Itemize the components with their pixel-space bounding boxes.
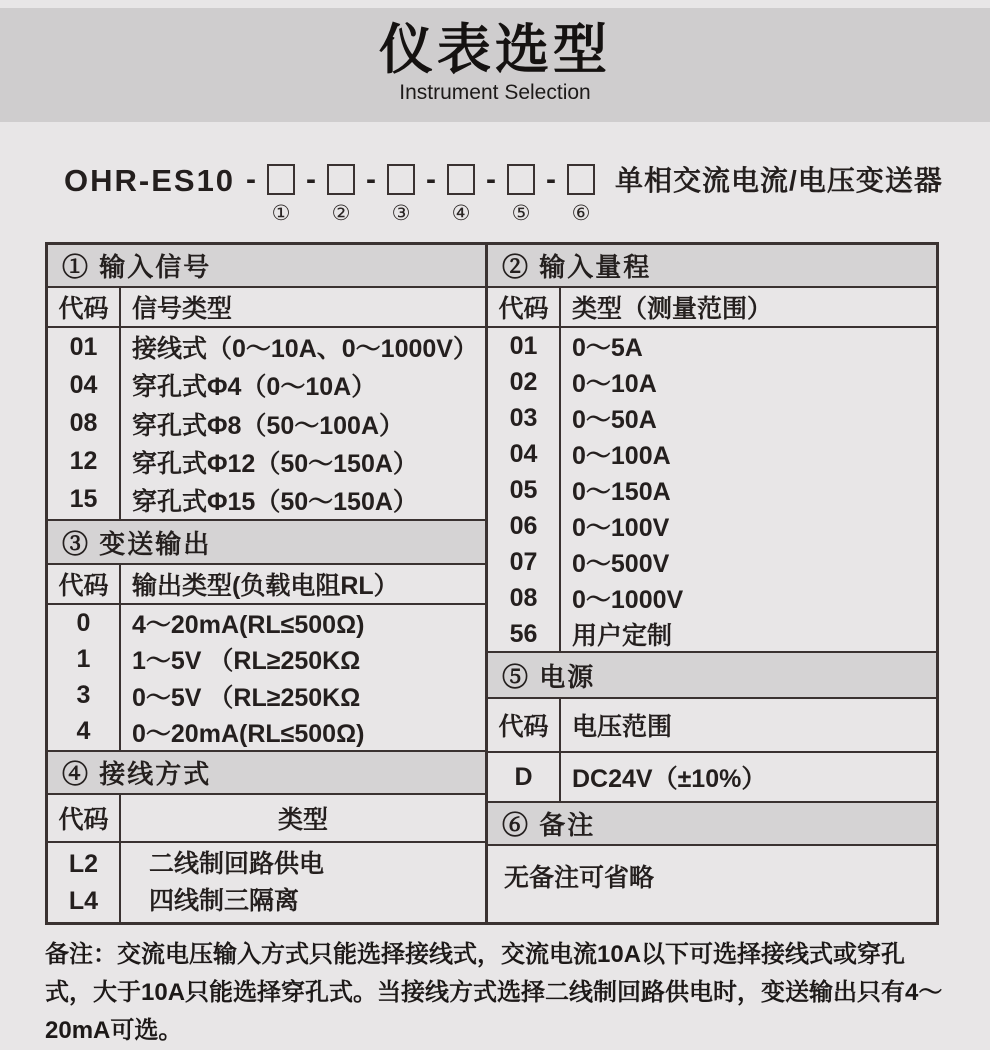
model-code-line	[64, 164, 943, 226]
table-row	[488, 508, 936, 544]
table-row	[48, 641, 485, 677]
model-dash: -	[366, 163, 377, 196]
table-left-column	[48, 245, 488, 922]
wiring-body	[48, 843, 485, 922]
type-cell: DC24V（±10%）	[572, 765, 767, 793]
type-cell: 1～5V （RL≥250KΩ	[132, 647, 361, 676]
code-cell: 15	[48, 481, 121, 519]
col-header-code: 代码	[48, 565, 121, 603]
model-dash: -	[306, 163, 317, 196]
table-row	[48, 443, 485, 481]
circled-number: ④	[451, 202, 471, 225]
table-row	[48, 714, 485, 750]
wiring-type-l2: 二线制回路供电	[149, 849, 325, 878]
type-cell: 穿孔式Φ4（0～10A）	[132, 373, 377, 402]
type-cell: 0～150A	[572, 478, 671, 506]
page-title: 仪表选型	[379, 20, 611, 80]
type-cell: 0～50A	[572, 406, 657, 434]
selection-table	[45, 242, 939, 925]
table-row	[48, 481, 485, 519]
column-headers-output	[48, 565, 485, 605]
model-code-box	[387, 164, 415, 195]
model-dash: -	[486, 163, 497, 196]
code-cell: 12	[48, 443, 121, 481]
code-cell	[48, 843, 121, 922]
power-body	[488, 753, 936, 801]
model-prefix: OHR-ES10	[64, 163, 236, 198]
wiring-code-l4: L4	[68, 886, 99, 915]
code-cell: 08	[488, 580, 561, 616]
type-cell: 0～500V	[572, 550, 670, 578]
type-cell: 穿孔式Φ15（50～150A）	[132, 487, 418, 516]
type-cell: 0～100A	[572, 442, 671, 470]
type-cell: 穿孔式Φ8（50～100A）	[132, 411, 404, 440]
code-cell: 04	[48, 366, 121, 404]
code-cell: 08	[48, 404, 121, 442]
code-cell: 02	[488, 364, 561, 400]
code-cell: 01	[488, 328, 561, 364]
model-code-box	[447, 164, 475, 195]
type-cell: 4～20mA(RL≤500Ω)	[132, 611, 365, 640]
type-cell: 用户定制	[572, 622, 673, 650]
section-header-output: ③ 变送输出	[48, 519, 485, 565]
type-cell: 0～5V （RL≥250KΩ	[132, 683, 361, 712]
wiring-type-l4: 四线制三隔离	[149, 886, 300, 915]
model-description: 单相交流电流/电压变送器	[615, 165, 943, 196]
model-position-3	[387, 164, 415, 226]
model-position-2	[327, 164, 355, 226]
code-cell: 56	[488, 616, 561, 652]
circled-number: ⑥	[571, 202, 591, 225]
code-cell: 4	[48, 714, 121, 750]
model-position-4	[447, 164, 475, 226]
table-right-column	[488, 245, 936, 922]
table-row	[48, 404, 485, 442]
table-row	[488, 400, 936, 436]
code-cell: 3	[48, 678, 121, 714]
model-code-box	[267, 164, 295, 195]
code-cell: 0	[48, 605, 121, 641]
table-row	[488, 364, 936, 400]
col-header-code: 代码	[488, 288, 561, 326]
input-signal-body	[48, 328, 485, 519]
footnote: 备注：交流电压输入方式只能选择接线式，交流电流10A以下可选择接线式或穿孔式，大于10A只能选择穿孔式。当接线方式选择二线制回路供电时，变送输出只有4～20mA可选。	[45, 941, 943, 1044]
code-cell: 07	[488, 544, 561, 580]
code-cell: 04	[488, 436, 561, 472]
model-code-box	[327, 164, 355, 195]
type-cell: 0～10A	[572, 370, 657, 398]
output-body	[48, 605, 485, 750]
table-row	[488, 328, 936, 364]
table-row	[488, 616, 936, 652]
circled-number: ①	[271, 202, 291, 225]
column-headers-power	[488, 699, 936, 753]
page-banner	[0, 8, 990, 122]
remark-body: 无备注可省略	[504, 864, 655, 892]
model-dash: -	[546, 163, 557, 196]
type-cell: 穿孔式Φ12（50～150A）	[132, 449, 418, 478]
type-cell: 0～1000V	[572, 586, 684, 614]
model-dash: -	[246, 163, 257, 196]
type-cell: 0～100V	[572, 514, 670, 542]
code-cell: 01	[48, 328, 121, 366]
col-header-code: 代码	[48, 795, 121, 841]
type-cell: 0～20mA(RL≤500Ω)	[132, 719, 365, 748]
circled-number: ⑤	[511, 202, 531, 225]
table-row	[488, 544, 936, 580]
model-code-box	[567, 164, 595, 195]
col-header-type: 类型	[277, 806, 328, 834]
table-row	[48, 678, 485, 714]
circled-number: ③	[391, 202, 411, 225]
col-header-code: 代码	[48, 288, 121, 326]
section-header-remark: ⑥ 备注	[488, 801, 936, 846]
table-row	[488, 436, 936, 472]
wiring-code-l2: L2	[68, 849, 99, 878]
table-row	[48, 843, 485, 922]
table-row	[48, 605, 485, 641]
circled-number: ②	[331, 202, 351, 225]
col-header-type: 输出类型(负载电阻RL）	[132, 572, 399, 600]
type-cell	[121, 843, 485, 922]
model-position-5	[507, 164, 535, 226]
table-row	[488, 753, 936, 801]
col-header-type: 类型（测量范围）	[572, 295, 773, 323]
table-row	[488, 472, 936, 508]
column-headers-wiring	[48, 795, 485, 843]
code-cell: D	[488, 753, 561, 801]
table-row	[48, 328, 485, 366]
code-cell: 1	[48, 641, 121, 677]
column-headers-input-range	[488, 288, 936, 328]
model-position-1	[267, 164, 295, 226]
code-cell: 05	[488, 472, 561, 508]
model-code-box	[507, 164, 535, 195]
page-subtitle: Instrument Selection	[399, 81, 591, 104]
table-row	[488, 580, 936, 616]
table-row	[48, 366, 485, 404]
column-headers-input-signal	[48, 288, 485, 328]
code-cell: 03	[488, 400, 561, 436]
section-header-power: ⑤ 电源	[488, 651, 936, 699]
model-dash: -	[426, 163, 437, 196]
col-header-type: 电压范围	[572, 713, 673, 741]
type-cell: 接线式（0～10A、0～1000V）	[132, 335, 478, 364]
model-position-6	[567, 164, 595, 226]
input-range-body	[488, 328, 936, 651]
code-cell: 06	[488, 508, 561, 544]
section-header-input-signal: ① 输入信号	[48, 245, 485, 288]
type-cell: 0～5A	[572, 334, 643, 362]
col-header-type: 信号类型	[132, 295, 233, 323]
section-header-wiring: ④ 接线方式	[48, 750, 485, 795]
section-header-input-range: ② 输入量程	[488, 245, 936, 288]
col-header-code: 代码	[488, 699, 561, 751]
